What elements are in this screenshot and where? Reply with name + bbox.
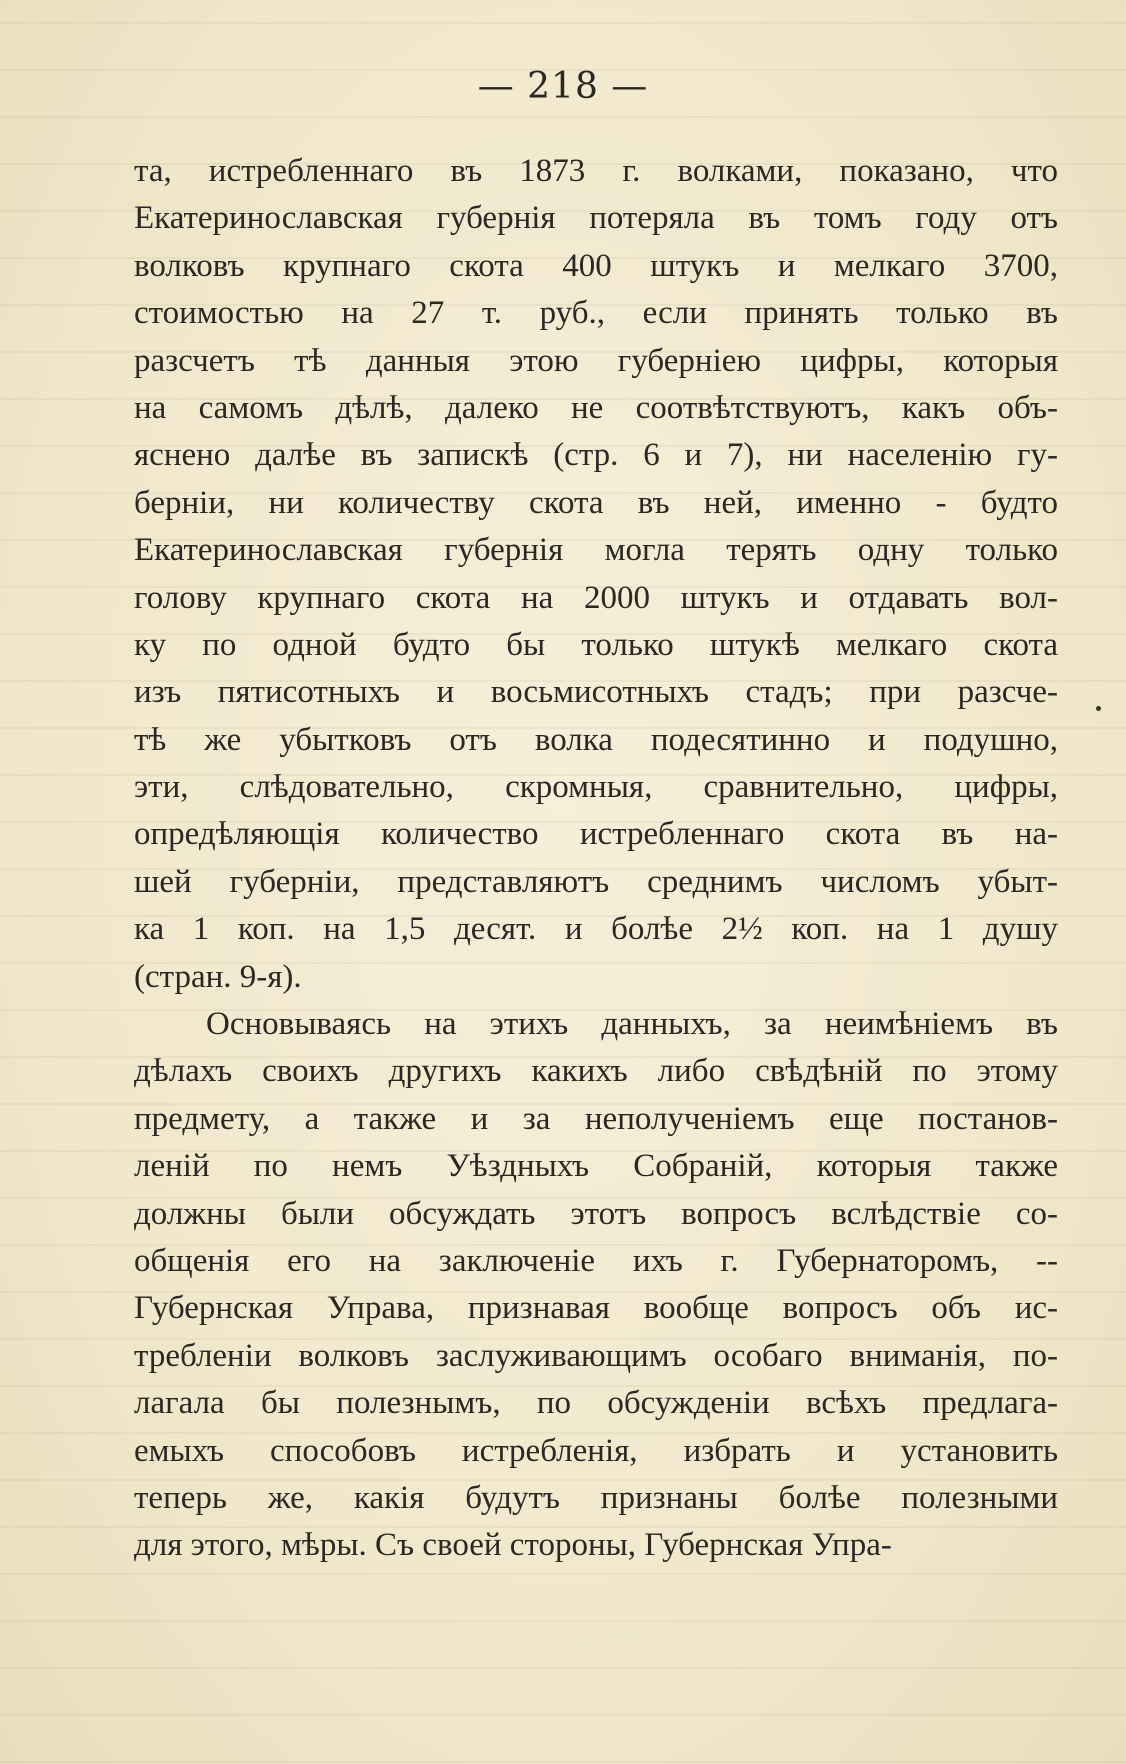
text-line: стоимостью на 27 т. руб., если принять только въ <box>134 295 1058 332</box>
page-number: — 218 — <box>477 66 649 107</box>
text-line: дѣлахъ своихъ другихъ какихъ либо свѣдѣній по этому <box>134 1053 1058 1090</box>
text-line: опредѣляющія количество истребленнаго скота въ на- <box>134 816 1058 853</box>
text-line: волковъ крупнаго скота 400 штукъ и мелкаго 3700, <box>134 247 1058 284</box>
text-line: емыхъ способовъ истребленія, избрать и установить <box>134 1432 1058 1469</box>
text-line: должны были обсуждать этотъ вопросъ вслѣдствіе со- <box>134 1195 1058 1232</box>
text-line: берніи, ни количеству скота въ ней, именно - будто <box>134 484 1058 521</box>
text-line: общенія его на заключеніе ихъ г. Губернаторомъ, -- <box>134 1242 1058 1279</box>
text-line: тѣ же убытковъ отъ волка подесятинно и подушно, <box>134 721 1058 758</box>
text-line: та, истребленнаго въ 1873 г. волками, показано, что <box>134 153 1058 189</box>
text-line: ку по одной будто бы только штукѣ мелкаго скота <box>134 626 1058 663</box>
text-line: теперь же, какія будутъ признаны болѣе полезными <box>134 1479 1058 1516</box>
text-line: яснено далѣе въ запискѣ (стр. 6 и 7), ни населенію гу- <box>134 437 1058 474</box>
text-line: на самомъ дѣлѣ, далеко не соотвѣтствуютъ, какъ объ- <box>134 389 1058 426</box>
text-line: лагала бы полезнымъ, по обсужденіи всѣхъ предлага- <box>134 1385 1058 1422</box>
text-line: Екатеринославская губернія могла терять одну только <box>134 532 1058 569</box>
text-line: изъ пятисотныхъ и восьмисотныхъ стадъ; при разсче- <box>134 674 1058 711</box>
text-line: разсчетъ тѣ данныя этою губерніею цифры, которыя <box>134 342 1058 379</box>
text-line: Екатеринославская губернія потеряла въ томъ году отъ <box>134 200 1058 237</box>
text-line: шей губерніи, представляютъ среднимъ числомъ убыт- <box>134 863 1058 900</box>
text-line: эти, слѣдовательно, скромныя, сравнительно, цифры, <box>134 769 1058 806</box>
text-line: предмету, а также и за неполученіемъ еще постанов- <box>134 1100 1058 1137</box>
text-line: Основываясь на этихъ данныхъ, за неимѣніемъ въ <box>206 1006 1058 1043</box>
text-line: требленіи волковъ заслуживающимъ особаго вниманія, по- <box>134 1337 1058 1374</box>
text-line: леній по немъ Уѣздныхъ Собраній, которыя также <box>134 1148 1058 1185</box>
text-line: голову крупнаго скота на 2000 штукъ и отдавать вол- <box>134 579 1058 616</box>
text-line: для этого, мѣры. Съ своей стороны, Губернская Упра- <box>134 1527 892 1564</box>
ink-speck <box>1096 706 1101 711</box>
text-line: (стран. 9-я). <box>134 958 302 995</box>
body-text <box>134 148 1058 1570</box>
text-line: Губернская Управа, признавая вообще вопросъ объ ис- <box>134 1290 1058 1327</box>
text-line: ка 1 коп. на 1,5 десят. и болѣе 2½ коп. на 1 душу <box>134 911 1058 948</box>
